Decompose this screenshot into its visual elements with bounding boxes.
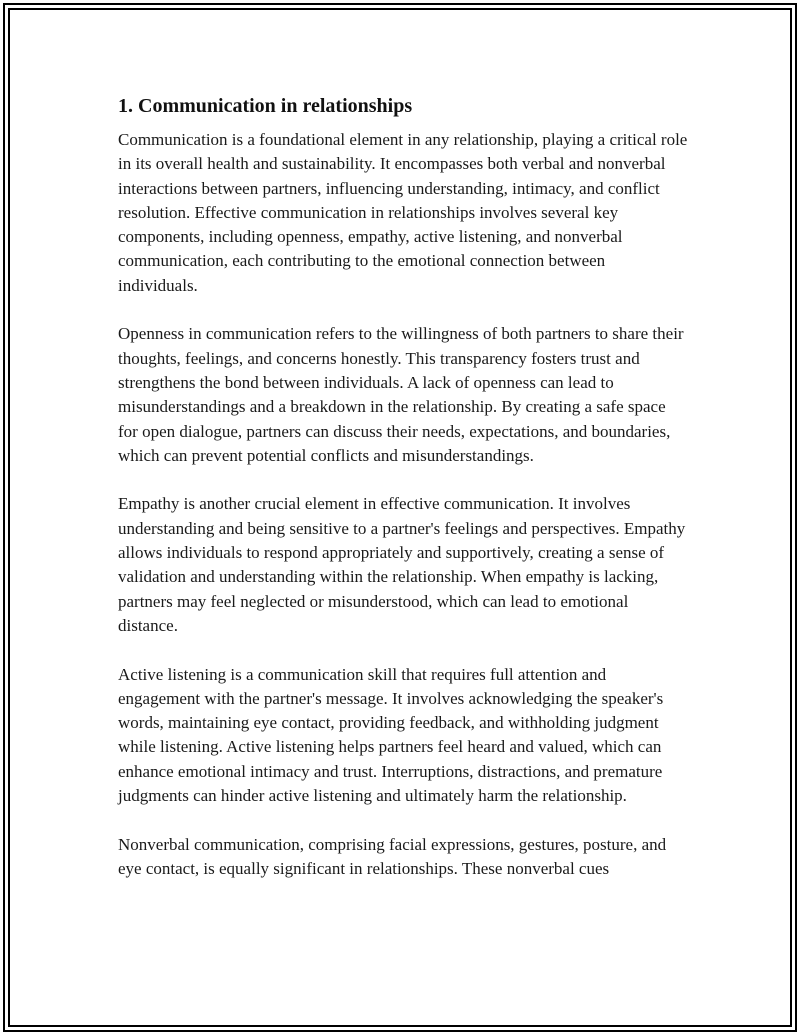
document-body (118, 92, 688, 906)
paragraph-empathy: Empathy is another crucial element in effective communication. It involves understanding and being sensitive to a partner's feelings and perspectives. Empathy allows individuals to respond appropriately and supportively, creating a sense of validation and understanding within the relationship. When empathy is lacking, partners may feel neglected or misunderstood, which can lead to emotional distance. (118, 494, 686, 635)
section-title: 1. Communication in relationships (118, 95, 413, 117)
paragraph-nonverbal: Nonverbal communication, comprising facial expressions, gestures, posture, and eye contact, is equally significant in relationships. These nonverbal cues (118, 834, 667, 878)
paragraph-openness: Openness in communication refers to the willingness of both partners to share their thoughts, feelings, and concerns honestly. This transparency fosters trust and strengthens the bond between individuals. A lack of openness can lead to misunderstandings and a breakdown in the relationship. By creating a safe space for open dialogue, partners can discuss their needs, expectations, and boundaries, which can prevent potential conflicts and misunderstandings. (118, 324, 684, 465)
paragraph-active-listening: Active listening is a communication skill that requires full attention and engagement with the partner's message. It involves acknowledging the speaker's words, maintaining eye contact, providing feedback, and withholding judgment while listening. Active listening helps partners feel heard and valued, which can enhance emotional intimacy and trust. Interruptions, distractions, and premature judgments can hinder active listening and ultimately harm the relationship. (118, 664, 664, 806)
paragraph-intro: Communication is a foundational element in any relationship, playing a critical role in its overall health and sustainability. It encompasses both verbal and nonverbal interactions between partners, influencing understanding, intimacy, and conflict resolution. Effective communication in relationships involves several key components, including openness, empathy, active listening, and nonverbal communication, each contributing to the emotional connection between individuals. (118, 130, 688, 295)
